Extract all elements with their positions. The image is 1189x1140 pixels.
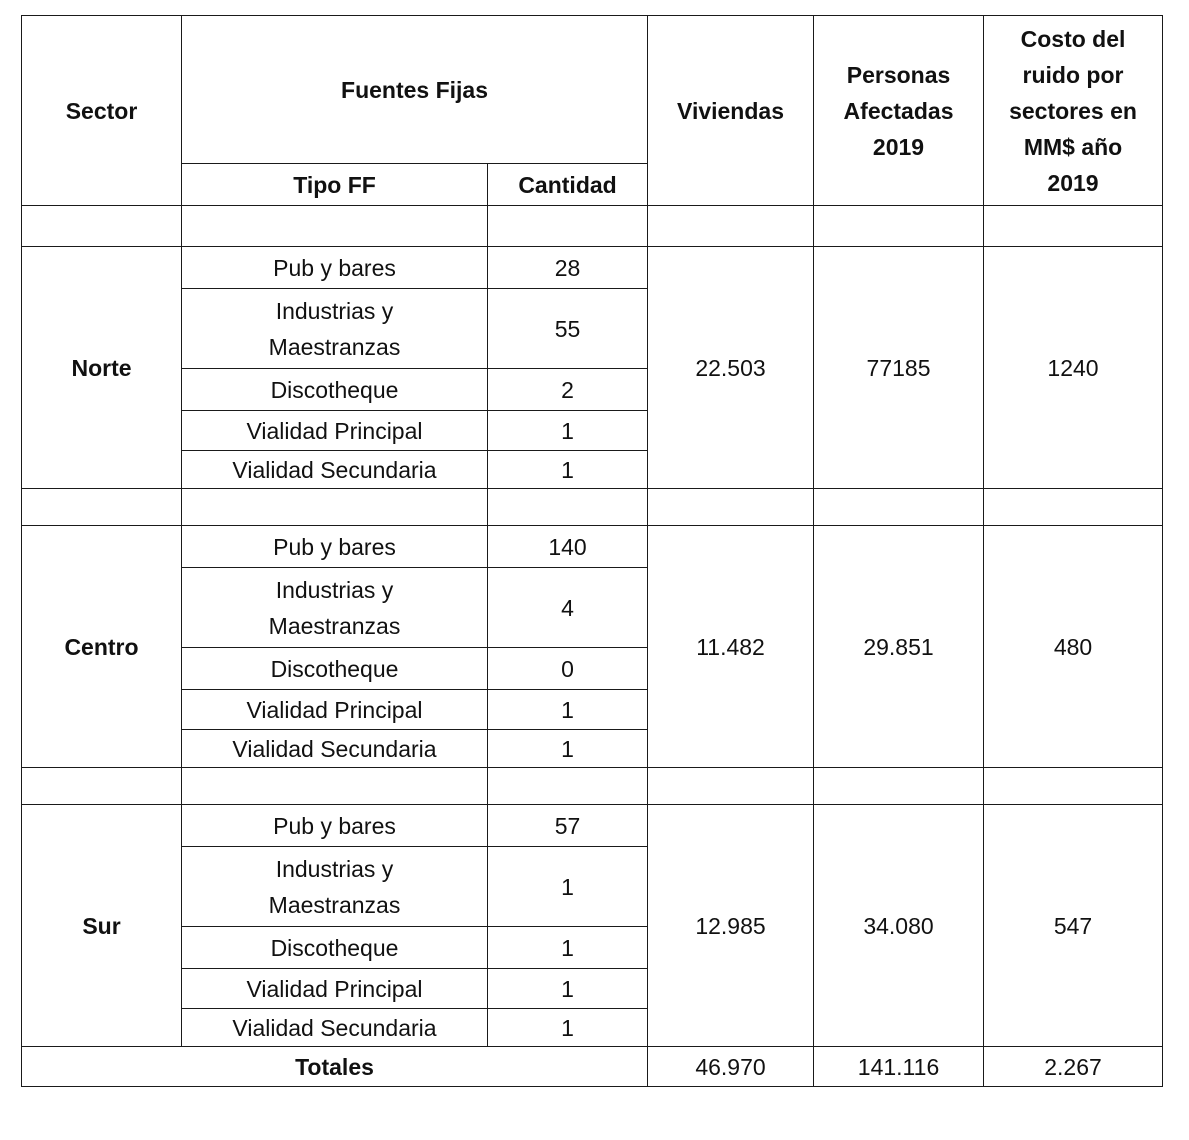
header-tipo-ff: Tipo FF — [182, 164, 488, 206]
personas-cell: 29.851 — [814, 526, 984, 768]
empty-cell — [648, 489, 814, 526]
totals-personas: 141.116 — [814, 1047, 984, 1087]
cantidad-cell: 1 — [488, 730, 648, 768]
tipo-ff-cell: Pub y bares — [182, 247, 488, 289]
cantidad-cell: 57 — [488, 805, 648, 847]
totals-costo: 2.267 — [984, 1047, 1163, 1087]
sector-name: Norte — [22, 247, 182, 489]
tipo-ff-cell: Discotheque — [182, 927, 488, 969]
table-row — [22, 247, 1163, 289]
tipo-ff-cell: Vialidad Principal — [182, 411, 488, 451]
tipo-ff-cell: Vialidad Principal — [182, 690, 488, 730]
cantidad-cell: 1 — [488, 969, 648, 1009]
tipo-ff-cell: Industrias y Maestranzas — [182, 847, 488, 927]
cantidad-cell: 4 — [488, 568, 648, 648]
personas-cell: 34.080 — [814, 805, 984, 1047]
cantidad-cell: 0 — [488, 648, 648, 690]
empty-cell — [182, 206, 488, 247]
table-row — [22, 805, 1163, 847]
empty-cell — [648, 768, 814, 805]
spacer-row — [22, 206, 1163, 247]
cantidad-cell: 1 — [488, 1009, 648, 1047]
empty-cell — [22, 489, 182, 526]
tipo-ff-cell: Discotheque — [182, 648, 488, 690]
header-sector: Sector — [22, 16, 182, 206]
tipo-ff-cell: Vialidad Secundaria — [182, 730, 488, 768]
header-personas-afectadas: Personas Afectadas 2019 — [814, 16, 984, 206]
empty-cell — [488, 768, 648, 805]
tipo-ff-cell: Pub y bares — [182, 805, 488, 847]
empty-cell — [648, 206, 814, 247]
tipo-ff-cell: Vialidad Secundaria — [182, 451, 488, 489]
header-viviendas: Viviendas — [648, 16, 814, 206]
totals-row — [22, 1047, 1163, 1087]
empty-cell — [814, 489, 984, 526]
viviendas-cell: 22.503 — [648, 247, 814, 489]
header-costo-ruido: Costo del ruido por sectores en MM$ año 2019 — [984, 16, 1163, 206]
empty-cell — [22, 206, 182, 247]
tipo-ff-cell: Pub y bares — [182, 526, 488, 568]
table-header — [22, 16, 1163, 206]
tipo-ff-cell: Industrias y Maestranzas — [182, 289, 488, 369]
empty-cell — [814, 768, 984, 805]
empty-cell — [814, 206, 984, 247]
totals-label: Totales — [22, 1047, 648, 1087]
cantidad-cell: 1 — [488, 690, 648, 730]
tipo-ff-cell: Vialidad Secundaria — [182, 1009, 488, 1047]
tipo-ff-cell: Discotheque — [182, 369, 488, 411]
empty-cell — [984, 768, 1163, 805]
table-footer — [22, 1047, 1163, 1087]
header-cantidad: Cantidad — [488, 164, 648, 206]
costo-cell: 1240 — [984, 247, 1163, 489]
sector-name: Centro — [22, 526, 182, 768]
cantidad-cell: 140 — [488, 526, 648, 568]
costo-cell: 547 — [984, 805, 1163, 1047]
spacer-row — [22, 489, 1163, 526]
empty-cell — [182, 768, 488, 805]
cantidad-cell: 55 — [488, 289, 648, 369]
empty-cell — [984, 206, 1163, 247]
viviendas-cell: 11.482 — [648, 526, 814, 768]
tipo-ff-cell: Industrias y Maestranzas — [182, 568, 488, 648]
empty-cell — [182, 489, 488, 526]
sector-name: Sur — [22, 805, 182, 1047]
cantidad-cell: 1 — [488, 847, 648, 927]
table-body — [22, 206, 1163, 1047]
cantidad-cell: 2 — [488, 369, 648, 411]
empty-cell — [488, 206, 648, 247]
costo-cell: 480 — [984, 526, 1163, 768]
cantidad-cell: 1 — [488, 451, 648, 489]
header-fuentes-fijas: Fuentes Fijas — [182, 16, 648, 164]
empty-cell — [488, 489, 648, 526]
cantidad-cell: 1 — [488, 927, 648, 969]
spacer-row — [22, 768, 1163, 805]
noise-cost-table — [21, 15, 1163, 1087]
cantidad-cell: 28 — [488, 247, 648, 289]
empty-cell — [984, 489, 1163, 526]
empty-cell — [22, 768, 182, 805]
totals-viviendas: 46.970 — [648, 1047, 814, 1087]
viviendas-cell: 12.985 — [648, 805, 814, 1047]
tipo-ff-cell: Vialidad Principal — [182, 969, 488, 1009]
personas-cell: 77185 — [814, 247, 984, 489]
cantidad-cell: 1 — [488, 411, 648, 451]
table-row — [22, 526, 1163, 568]
